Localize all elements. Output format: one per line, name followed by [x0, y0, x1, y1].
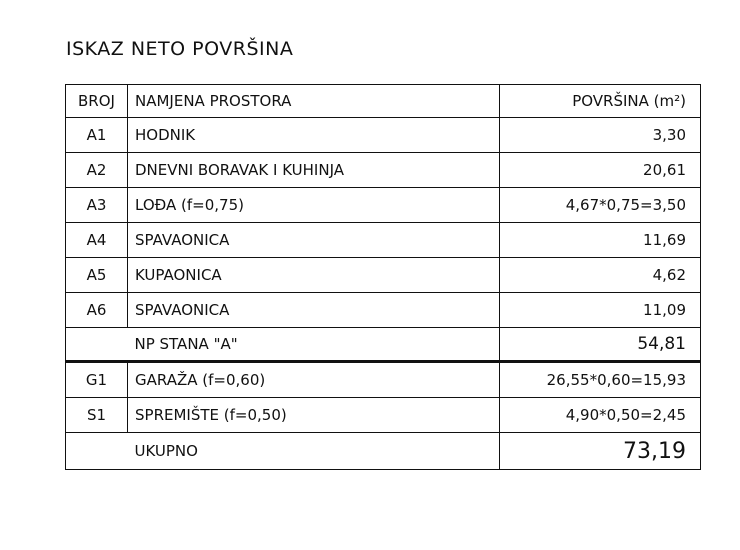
row-povrsina: 11,69: [500, 223, 701, 258]
row-namjena: LOĐA (f=0,75): [128, 188, 500, 223]
row-namjena: HODNIK: [128, 118, 500, 153]
row-namjena: KUPAONICA: [128, 258, 500, 293]
row-broj: S1: [66, 398, 128, 433]
row-povrsina: 26,55*0,60=15,93: [500, 362, 701, 398]
header-namjena: NAMJENA PROSTORA: [128, 85, 500, 118]
total-value: 73,19: [500, 433, 701, 470]
row-broj: G1: [66, 362, 128, 398]
document-title: ISKAZ NETO POVRŠINA: [66, 38, 294, 60]
table-row: [66, 153, 701, 188]
row-broj: A1: [66, 118, 128, 153]
area-table: [65, 84, 701, 470]
header-povrsina: POVRŠINA (m²): [500, 85, 701, 118]
row-namjena: SPAVAONICA: [128, 293, 500, 328]
table-row: [66, 293, 701, 328]
row-povrsina: 4,67*0,75=3,50: [500, 188, 701, 223]
row-namjena: SPREMIŠTE (f=0,50): [128, 398, 500, 433]
row-broj: A4: [66, 223, 128, 258]
row-povrsina: 11,09: [500, 293, 701, 328]
table-row: [66, 188, 701, 223]
row-povrsina: 4,90*0,50=2,45: [500, 398, 701, 433]
row-broj: A6: [66, 293, 128, 328]
table-row: [66, 118, 701, 153]
subtotal-row: [66, 328, 701, 362]
subtotal-value: 54,81: [500, 328, 701, 362]
table-row: [66, 362, 701, 398]
header-broj: BROJ: [66, 85, 128, 118]
row-namjena: SPAVAONICA: [128, 223, 500, 258]
row-broj: A2: [66, 153, 128, 188]
row-povrsina: 20,61: [500, 153, 701, 188]
table-row: [66, 223, 701, 258]
table-header-row: [66, 85, 701, 118]
subtotal-empty-cell: [66, 328, 128, 362]
total-row: [66, 433, 701, 470]
row-namjena: GARAŽA (f=0,60): [128, 362, 500, 398]
subtotal-label: NP STANA "A": [128, 328, 500, 362]
table-row: [66, 398, 701, 433]
row-broj: A5: [66, 258, 128, 293]
row-namjena: DNEVNI BORAVAK I KUHINJA: [128, 153, 500, 188]
row-povrsina: 4,62: [500, 258, 701, 293]
row-povrsina: 3,30: [500, 118, 701, 153]
table-row: [66, 258, 701, 293]
row-broj: A3: [66, 188, 128, 223]
total-empty-cell: [66, 433, 128, 470]
total-label: UKUPNO: [128, 433, 500, 470]
